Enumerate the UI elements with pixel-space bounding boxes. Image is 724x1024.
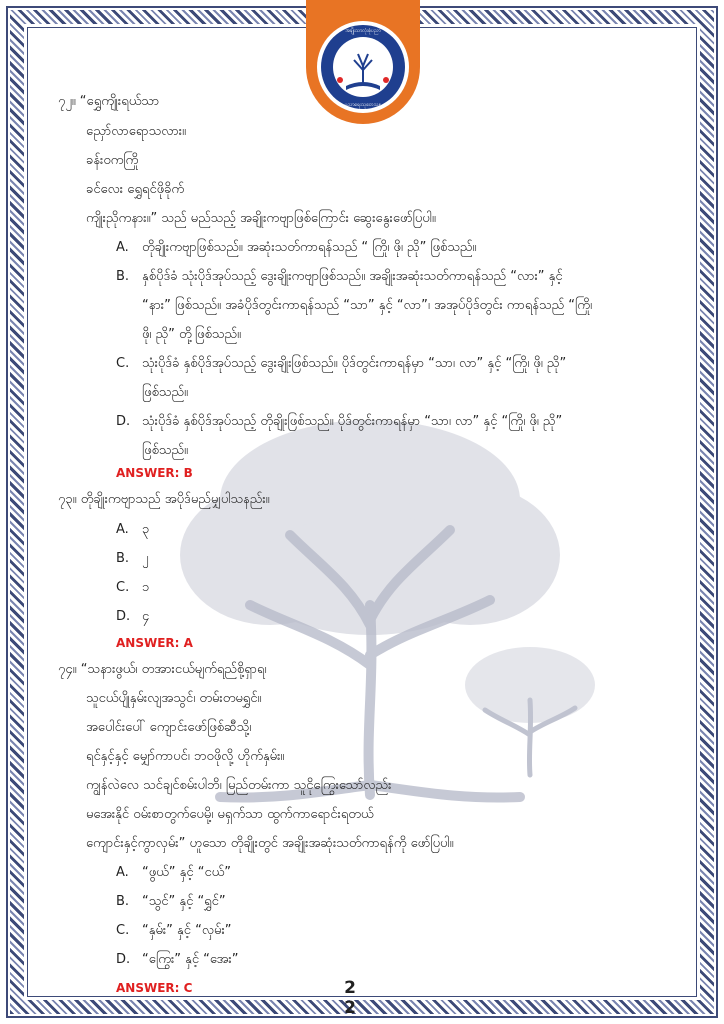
q71-option-d-label: D. [116,414,131,429]
q71-option-d-text-1: သုံးပိုဒ်ခံ နှစ်ပိုဒ်အုပ်သည့် တိုချိုးဖြစ်သည်။ ပိုဒ်တွင်းကာရန်မှာ “သာ၊ လာ” နှင့် “ကြို၊ ဖို၊ ညို” [142,414,563,429]
q71-option-a-text: တိုချိုးကဗျာဖြစ်သည်။ အဆုံးသတ်ကာရန်သည် “ ကြို၊ ဖို၊ ညို” ဖြစ်သည်။ [142,240,477,255]
q71-option-b-text-1: နှစ်ပိုဒ်ခံ သုံးပိုဒ်အုပ်သည့် ဒွေးချိုးကဗျာဖြစ်သည်။ အချိုးအဆုံးသတ်ကာရန်သည် “လား” နှင့် [142,269,563,284]
q73-answer: ANSWER: C [116,981,193,995]
question-71-line-2: ညှော်လာရောသလား။ [86,124,186,139]
question-71-line-3: ခန်းဝကကြို [86,153,139,168]
q72-option-a-label: A. [116,522,129,537]
q73-option-a-text: “ဖွယ်” နှင့် “ငယ်” [142,865,232,880]
q72-option-d-text: ၄ [142,609,150,624]
q71-option-c-text-1: သုံးပိုဒ်ခံ နှစ်ပိုဒ်အုပ်သည့် ဒွေးချိုးဖြစ်သည်။ ပိုဒ်တွင်းကာရန်မှာ “သာ၊ လာ” နှင့် “ကြို၊ ဖို၊ ညို” [142,356,567,371]
q72-option-a-text: ၃ [142,522,150,537]
q73-option-b-label: B. [116,894,130,909]
question-73-line-6: မအေးနိုင် ဝမ်းစာတွက်ပေမို့၊ မရှက်သာ ထွက်ကာရောင်းရတယ် [86,807,374,822]
logo-top-text: အချိုးသာလုံးစုံပညာ [345,28,381,34]
question-71-line-5: ကျိုးညိုကနား။” သည် မည်သည့် အချိုးကဗျာဖြစ်ကြောင်း ဆွေးနွေးဖော်ပြပါ။ [86,211,436,226]
question-71-line-1: ၇၂။ “ရွှေကျိုးရယ်သာ [58,94,160,109]
logo-bottom-text: ပညာရေးသုတေသန [344,102,382,108]
q72-option-c-label: C. [116,580,130,595]
q73-option-d-label: D. [116,952,131,967]
q73-option-b-text: “သွင်” နှင့် “ရွှင်” [142,894,226,909]
question-73-line-7: ကျောင်းနှင့်ကွာလှမ်း” ဟူသော တိုချိုးတွင် အချိုးအဆုံးသတ်ကာရန်ကို ဖော်ပြပါ။ [86,836,454,851]
q71-option-b-text-2: “နား” ဖြစ်သည်။ အခံပိုဒ်တွင်းကာရန်သည် “သာ” နှင့် “လာ”၊ အအုပ်ပိုဒ်တွင်း ကာရန်သည် “ကြို၊ [142,298,593,313]
q73-option-c-label: C. [116,923,130,938]
q71-option-c-label: C. [116,356,130,371]
q72-answer: ANSWER: A [116,636,193,650]
q73-option-a-label: A. [116,865,129,880]
q72-option-b-label: B. [116,551,130,566]
q71-option-b-text-3: ဖို၊ ညို” တို့ဖြစ်သည်။ [142,327,241,342]
question-73-line-5: ကျွန်လဲလေ သင်ချင်စမ်းပါဘိ၊ မြည်တမ်းကာ သူငိုကြွေးသော်လည်း [86,778,392,793]
small-tree-watermark [455,640,605,780]
q72-option-d-label: D. [116,609,131,624]
q71-option-d-text-2: ဖြစ်သည်။ [142,443,188,458]
question-71-line-4: ခင်လေး ရွှေရင်ဖိုခိုက် [86,182,185,197]
q71-answer: ANSWER: B [116,466,193,480]
question-72-line-1: ၇၃။ တိုချိုးကဗျာသည် အပိုဒ်မည်မျှပါသနည်း။ [58,492,270,507]
question-73-line-1: ၇၄။ “သနားဖွယ်၊ တအားငယ်မျက်ရည်စို့ရှာရ၊ [58,662,267,677]
q71-option-c-text-2: ဖြစ်သည်။ [142,385,188,400]
q72-option-b-text: ၂ [142,551,149,566]
question-73-line-3: အပေါင်းပေါ် ကျောင်းဖော်ဖြစ်ဆီသို့၊ [86,720,252,735]
q72-option-c-text: ၁ [142,580,150,595]
q73-option-d-text: “ကြွေး” နှင့် “အေး” [142,952,239,967]
q73-option-c-text: “နှမ်း” နှင့် “လှမ်း” [142,923,232,938]
school-logo [316,20,410,114]
page-number: 2 2 [344,978,360,1018]
q71-option-b-label: B. [116,269,130,284]
question-73-line-2: သူငယ်ပျိုနှမ်းလျအသွင်၊ တမ်းတမရွှင်။ [86,691,262,706]
q71-option-a-label: A. [116,240,129,255]
question-73-line-4: ရင်နှင့်နှင့် မျှော်ကာပင်၊ ဘဝဖိုလို့ ဟိုက်နှမ်း။ [86,749,285,764]
